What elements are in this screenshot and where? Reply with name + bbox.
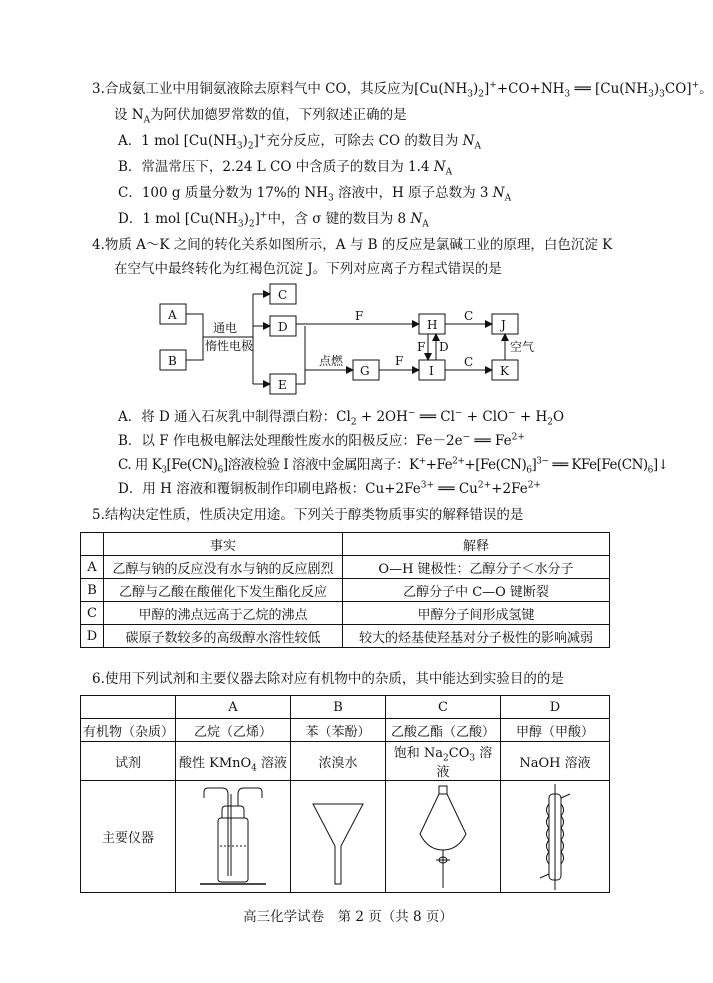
- table-header-row: 事实 解释: [81, 533, 610, 556]
- svg-text:通电: 通电: [213, 321, 238, 335]
- q3-option-b: B．常温常压下，2.24 L CO 中含质子的数目为 1.4 $N_A$: [118, 159, 453, 178]
- box-k: [492, 360, 518, 380]
- svg-text:D: D: [439, 340, 449, 354]
- table-row: C 甲醇的沸点远高于乙烷的沸点 甲醇分子间形成氢键: [81, 602, 610, 625]
- svg-text:H: H: [427, 318, 438, 332]
- svg-text:B: B: [168, 354, 177, 368]
- table-row: B 乙醇与乙酸在酸催化下发生酯化反应 乙醇分子中 C—O 键断裂: [81, 579, 610, 602]
- svg-text:C: C: [464, 309, 474, 323]
- box-i: [419, 360, 445, 380]
- conversion-diagram: [155, 280, 545, 400]
- svg-text:F: F: [355, 309, 364, 323]
- svg-text:D: D: [278, 320, 288, 334]
- q4-option-d: D．用 H 溶液和覆铜板制作印刷电路板：$Cu+2Fe^{3+}$ ══ $Cu^{2+}+2Fe^{2+}$: [118, 480, 541, 497]
- q4-option-c: C. 用 $K_3[Fe(CN)_6]$溶液检验 I 溶液中金属阳离子：$K^++Fe^{2+}+[Fe(CN)_6]^{3-}$ ══ $KFe[Fe(CN)_6]↓$: [118, 456, 669, 476]
- svg-text:C: C: [464, 355, 474, 369]
- svg-text:惰性电极: 惰性电极: [205, 339, 254, 353]
- table-row: D 碳原子数较多的高级醇水溶性较低 较大的烃基使羟基对分子极性的影响减弱: [81, 625, 610, 648]
- box-d: [270, 316, 296, 336]
- svg-text:K: K: [500, 364, 509, 378]
- box-g: [353, 360, 379, 380]
- svg-text:C: C: [278, 288, 288, 302]
- box-h: [419, 314, 445, 334]
- q5-table: [80, 532, 610, 648]
- separatory-funnel-icon: [408, 784, 478, 890]
- q5-stem: 5.结构决定性质，性质决定用途。下列关于醇类物质事实的解释错误的是: [92, 507, 524, 523]
- table-row: 试剂 酸性 KMnO$_4$ 溶液 浓溴水 饱和 $Na_2CO_3$ 溶液 NaOH 溶液: [81, 742, 610, 781]
- condenser-icon: [520, 784, 590, 890]
- q4-stem-line2: 在空气中最终转化为红褐色沉淀 J。下列对应离子方程式错误的是: [114, 261, 502, 277]
- svg-text:A: A: [168, 308, 177, 322]
- q3-stem-line1: 3.合成氨工业中用铜氨液除去原料气中 CO，其反应为$[Cu(NH_3)_2]^++CO+NH_3$ ══ $[Cu(NH_3)_3CO]^+$。: [92, 80, 713, 100]
- svg-text:F: F: [417, 340, 426, 354]
- svg-text:F: F: [395, 354, 404, 368]
- svg-text:点燃: 点燃: [319, 354, 344, 368]
- q3-option-d: D．1 mol $[Cu(NH_3)_2]^+$中，含 σ 键的数目为 8 $N_A$: [118, 210, 429, 230]
- box-c: [270, 284, 296, 304]
- q6-stem: 6.使用下列试剂和主要仪器去除对应有机物中的杂质，其中能达到实验目的的是: [92, 671, 564, 687]
- svg-text:G: G: [360, 364, 370, 378]
- table-row: A 乙醇与钠的反应没有水与钠的反应剧烈 O—H 键极性：乙醇分子＜水分子: [81, 556, 610, 579]
- svg-text:J: J: [501, 318, 506, 332]
- q6-table: [80, 695, 610, 893]
- svg-text:I: I: [429, 364, 434, 378]
- table-row: 有机物（杂质） 乙烷（乙烯） 苯（苯酚） 乙酸乙酯（乙酸） 甲醇（甲酸）: [81, 719, 610, 742]
- q4-option-b: B．以 F 作电极电解法处理酸性废水的阳极反应：Fe－2e− ══ $Fe^{2+}$: [118, 432, 525, 449]
- svg-text:空气: 空气: [510, 340, 535, 354]
- gas-washing-bottle-icon: [188, 784, 278, 890]
- q4-stem-line1: 4.物质 A～K 之间的转化关系如图所示，A 与 B 的反应是氯碱工业的原理，白色沉淀 K: [92, 237, 613, 253]
- box-a: [160, 304, 186, 324]
- q3-stem-line2: 设 $N_A$为阿伏加德罗常数的值，下列叙述正确的是: [114, 107, 407, 126]
- table-header-row: A B C D: [81, 696, 610, 719]
- table-row: 主要仪器: [81, 781, 610, 893]
- box-j: [492, 314, 518, 334]
- q3-option-a: A．1 mol $[Cu(NH_3)_2]^+$充分反应，可除去 CO 的数目为 $N_A$: [118, 132, 481, 152]
- q4-option-a: A．将 D 通入石灰乳中制得漂白粉：$Cl_2 + 2OH^-$ ══ $Cl^- + ClO^- + H_2O$: [118, 408, 565, 428]
- funnel-icon: [303, 784, 373, 890]
- page-footer: 高三化学试卷 第 2 页（共 8 页）: [243, 909, 453, 925]
- box-b: [160, 350, 186, 370]
- q3-option-c: C．100 g 质量分数为 17%的 $NH_3$ 溶液中，H 原子总数为 3 $N_A$: [118, 185, 512, 204]
- box-e: [270, 374, 296, 394]
- svg-text:E: E: [278, 378, 287, 392]
